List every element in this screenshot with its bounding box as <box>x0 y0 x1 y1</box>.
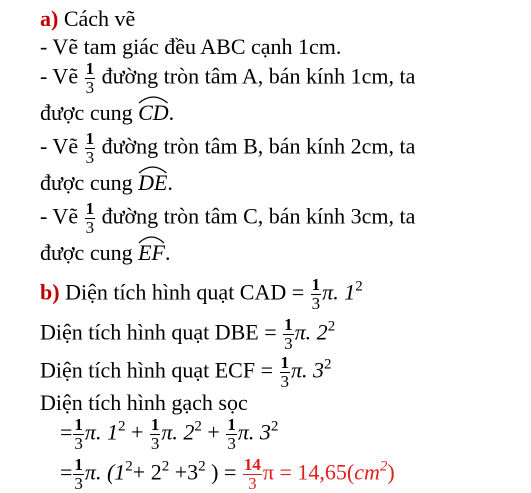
fraction-denominator: 3 <box>85 78 95 97</box>
result-pi: π <box>262 459 274 485</box>
fraction-denominator: 3 <box>248 474 257 493</box>
area-dbe-text: Diện tích hình quạt DBE = <box>40 319 283 345</box>
part-b-label: b) <box>40 279 60 305</box>
shaded-area-text: Diện tích hình gạch sọc <box>40 390 248 415</box>
exponent: 2 <box>379 458 388 475</box>
result-plus-3: +3 <box>169 459 199 485</box>
arc-mark-icon <box>138 164 167 174</box>
fraction-numerator: 1 <box>150 415 160 434</box>
arc-cd-label: CD <box>138 100 169 125</box>
result-unit: cm <box>354 459 380 485</box>
step-3-prefix: - Vẽ <box>40 133 84 159</box>
part-a-heading <box>40 6 135 32</box>
arc-mark-icon <box>138 94 169 104</box>
fraction-numerator: 1 <box>227 415 236 434</box>
fraction-denominator: 3 <box>311 294 321 313</box>
area-cad <box>40 276 363 313</box>
exponent: 2 <box>125 458 133 475</box>
exponent: 2 <box>355 278 363 295</box>
arc-ef-label: EF <box>138 240 165 265</box>
step-4-cont-text: được cung <box>40 240 139 265</box>
step-3-text: đường tròn tâm B, bán kính 2cm, ta <box>96 133 416 159</box>
part-a-label: a) <box>40 6 59 31</box>
period: . <box>167 170 173 195</box>
step-3-continued <box>40 170 173 196</box>
area-dbe <box>40 316 335 353</box>
fraction-numerator: 1 <box>284 315 293 334</box>
fraction-one-third <box>73 456 84 493</box>
step-3 <box>40 130 415 167</box>
equals-sign: = <box>60 459 73 485</box>
step-4-text: đường tròn tâm C, bán kính 3cm, ta <box>96 203 416 229</box>
fraction-one-third <box>85 200 96 237</box>
arc-cd <box>138 100 169 126</box>
exponent: 2 <box>324 356 332 373</box>
sum-term-2: π. 2 <box>161 419 195 445</box>
fraction-denominator: 3 <box>85 148 95 167</box>
arc-de-label: DE <box>138 170 168 195</box>
fraction-one-third <box>226 416 237 453</box>
result-factor: π. (1 <box>84 459 126 485</box>
fraction-one-third <box>73 416 84 453</box>
fraction-one-third <box>85 60 96 97</box>
fraction-numerator: 1 <box>85 59 95 78</box>
step-2-cont-text: được cung <box>40 100 139 125</box>
fraction-denominator: 3 <box>150 434 160 453</box>
fraction-numerator: 1 <box>74 455 83 474</box>
fraction-denominator: 3 <box>227 434 236 453</box>
fraction-numerator: 1 <box>85 129 95 148</box>
area-ecf <box>40 354 332 391</box>
fraction-numerator: 1 <box>85 199 95 218</box>
fraction-denominator: 3 <box>280 372 289 391</box>
fraction-one-third <box>283 316 294 353</box>
period: . <box>168 100 175 125</box>
step-2 <box>40 60 415 97</box>
result-close: ) = <box>205 459 237 485</box>
step-4-prefix: - Vẽ <box>40 203 84 229</box>
area-ecf-expr: π. 3 <box>291 357 325 383</box>
result-paren: ) <box>387 459 395 485</box>
sum-term-1: π. 1 <box>84 419 118 445</box>
step-2-text: đường tròn tâm A, bán kính 1cm, ta <box>96 63 416 89</box>
step-4 <box>40 200 415 237</box>
exponent: 2 <box>270 418 279 435</box>
fraction-numerator: 1 <box>311 275 321 294</box>
part-a-title: Cách vẽ <box>58 6 136 31</box>
shaded-area-result <box>60 456 395 493</box>
shaded-area-sum <box>60 416 278 453</box>
result-plus-2: + 2 <box>132 459 162 485</box>
exponent: 2 <box>161 458 170 475</box>
sum-term-3: π. 3 <box>237 419 271 445</box>
fraction-denominator: 3 <box>284 334 293 353</box>
arc-de <box>138 170 167 196</box>
fraction-one-third <box>85 130 96 167</box>
exponent: 2 <box>327 318 336 335</box>
plus-sign: + <box>201 419 226 445</box>
arc-mark-icon <box>138 234 165 244</box>
fraction-one-third <box>150 416 161 453</box>
exponent: 2 <box>198 458 206 475</box>
fraction-numerator: 1 <box>280 353 289 372</box>
step-4-continued <box>40 240 170 266</box>
step-1 <box>40 34 341 60</box>
fraction-denominator: 3 <box>85 218 95 237</box>
area-cad-expr: π. 1 <box>322 279 356 305</box>
fraction-one-third <box>280 354 291 391</box>
step-2-continued <box>40 100 174 126</box>
exponent: 2 <box>194 418 202 435</box>
step-3-cont-text: được cung <box>40 170 139 195</box>
fraction-denominator: 3 <box>74 474 83 493</box>
fraction-denominator: 3 <box>74 434 83 453</box>
exponent: 2 <box>117 418 126 435</box>
area-ecf-text: Diện tích hình quạt ECF = <box>40 357 279 383</box>
shaded-area-label <box>40 390 248 416</box>
result-value: = 14,65( <box>273 459 355 485</box>
equals-sign: = <box>60 419 73 445</box>
area-dbe-expr: π. 2 <box>294 319 328 345</box>
fraction-fourteen-thirds <box>243 456 262 493</box>
period: . <box>164 240 171 265</box>
arc-ef <box>138 240 165 266</box>
fraction-one-third <box>311 276 322 313</box>
fraction-numerator: 14 <box>243 455 261 474</box>
area-cad-text: Diện tích hình quạt CAD = <box>59 279 310 305</box>
step-1-text: - Vẽ tam giác đều ABC cạnh 1cm. <box>40 34 342 59</box>
fraction-numerator: 1 <box>74 415 83 434</box>
plus-sign: + <box>125 419 149 445</box>
step-2-prefix: - Vẽ <box>40 63 84 89</box>
